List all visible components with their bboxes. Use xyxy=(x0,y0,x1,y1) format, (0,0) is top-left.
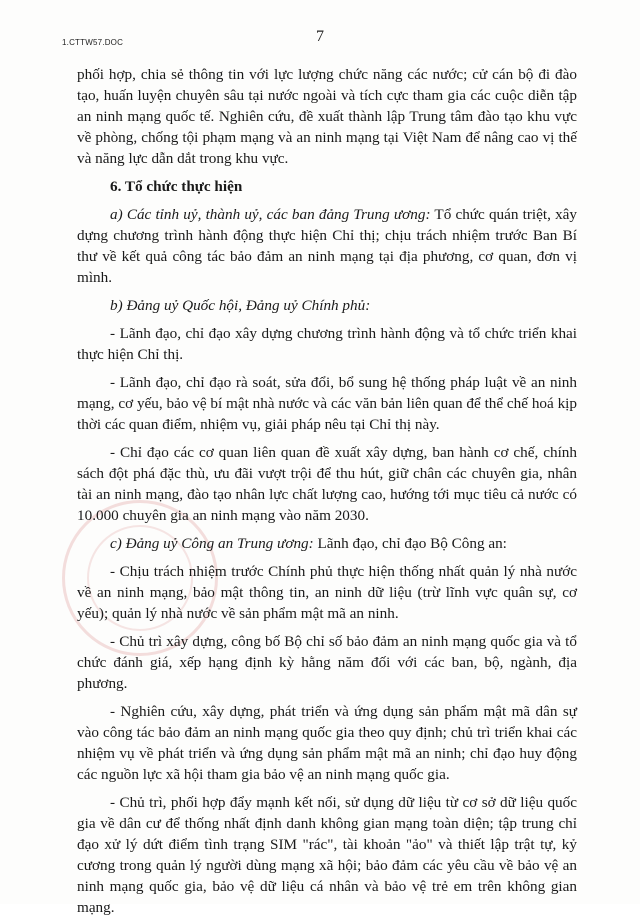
paragraph-b1: - Lãnh đạo, chỉ đạo xây dựng chương trình hành động và tổ chức triển khai thực hiện Chỉ thị. xyxy=(77,325,577,363)
paragraph-c2: - Chủ trì xây dựng, công bố Bộ chỉ số bảo đảm an ninh mạng quốc gia và tổ chức đánh giá, xếp hạng định kỳ hằng năm đối với các ban, bộ, ngành, địa phương. xyxy=(77,633,577,692)
paragraph-c4: - Chủ trì, phối hợp đẩy mạnh kết nối, sử dụng dữ liệu từ cơ sở dữ liệu quốc gia về dân cư để thống nhất định danh không gian mạng toàn diện; tập trung chỉ đạo xử lý dứt điểm tình trạng SIM "rác", tài khoản "ảo" và thiết lập trật tự, kỷ cương trong quản lý người dùng mạng xã hội; bảo đảm các yêu cầu về bảo vệ an ninh mạng quốc gia, bảo vệ dữ liệu cá nhân và bảo vệ trẻ em trên không gian mạng. xyxy=(77,794,577,916)
paragraph-b3: - Chỉ đạo các cơ quan liên quan đề xuất xây dựng, ban hành cơ chế, chính sách đột phá đặc thù, ưu đãi vượt trội để thu hút, giữ chân các chuyên gia, nhân tài an ninh mạng, đào tạo nhân lực chất lượng cao, hướng tới mục tiêu cả nước có 10.000 chuyên gia an ninh mạng vào năm 2030. xyxy=(77,444,577,524)
section-heading: 6. Tổ chức thực hiện xyxy=(110,178,243,195)
document-body xyxy=(77,64,577,918)
paragraph-a-lead: a) Các tỉnh uỷ, thành uỷ, các ban đảng Trung ương: xyxy=(110,206,431,223)
page-number: 7 xyxy=(316,28,324,45)
paragraph-b2: - Lãnh đạo, chỉ đạo rà soát, sửa đổi, bổ sung hệ thống pháp luật về an ninh mạng, cơ yếu, bảo vệ bí mật nhà nước và các văn bản liên quan để thể chế hoá kịp thời các quan điểm, nhiệm vụ, giải pháp nêu tại Chỉ thị này. xyxy=(77,374,577,433)
paragraph-b-lead: b) Đảng uỷ Quốc hội, Đảng uỷ Chính phủ: xyxy=(110,297,371,314)
paragraph-c-lead: c) Đảng uỷ Công an Trung ương: xyxy=(110,535,314,552)
paragraph-a xyxy=(77,204,577,288)
paragraph-c-text: Lãnh đạo, chỉ đạo Bộ Công an: xyxy=(313,535,507,552)
paragraph-a-text: Tổ chức quán triệt, xây dựng chương trình hành động thực hiện Chỉ thị; chịu trách nhiệm trước Ban Bí thư về kết quả công tác bảo đảm an ninh mạng tại địa phương, cơ quan, đơn vị mình. xyxy=(77,206,577,286)
paragraph-continuation: phối hợp, chia sẻ thông tin với lực lượng chức năng các nước; cử cán bộ đi đào tạo, huấn luyện chuyên sâu tại nước ngoài và tích cực tham gia các cuộc diễn tập an ninh mạng quốc tế. Nghiên cứu, đề xuất thành lập Trung tâm đào tạo khu vực về phòng, chống tội phạm mạng và an ninh mạng tại Việt Nam để nâng cao vị thế và năng lực dẫn dắt trong khu vực. xyxy=(77,66,577,167)
document-code: 1.CTTW57.DOC xyxy=(62,38,124,47)
paragraph-c3: - Nghiên cứu, xây dựng, phát triển và ứng dụng sản phẩm mật mã dân sự vào công tác bảo đảm an ninh mạng quốc gia theo quy định; chủ trì triển khai các nhiệm vụ về phát triển và ứng dụng sản phẩm mật mã an ninh; chỉ đạo huy động các nguồn lực xã hội tham gia bảo vệ an ninh mạng quốc gia. xyxy=(77,703,577,783)
paragraph-c1: - Chịu trách nhiệm trước Chính phủ thực hiện thống nhất quản lý nhà nước về an ninh mạng, bảo mật thông tin, an ninh dữ liệu (trừ lĩnh vực quân sự, cơ yếu); quản lý nhà nước về sản phẩm mật mã an ninh. xyxy=(77,563,577,622)
paragraph-c xyxy=(77,533,577,554)
